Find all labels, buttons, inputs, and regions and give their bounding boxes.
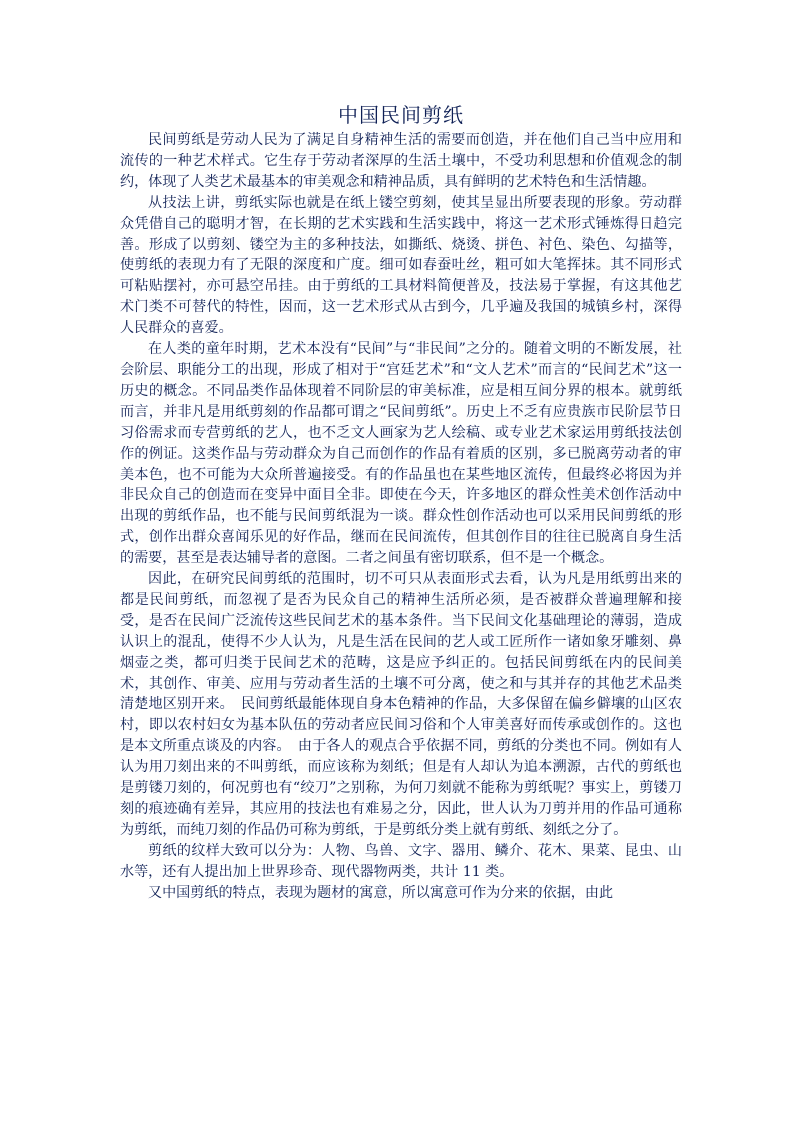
paragraph: 从技法上讲，剪纸实际也就是在纸上镂空剪刻，使其呈显出所要表现的形象。劳动群众凭借自己的聪明才智，在长期的艺术实践和生活实践中，将这一艺术形式锤炼得日趋完善。形成了以剪刻、镂空为主的多种技法，如撕纸、烧烫、拼色、衬色、染色、勾描等，使剪纸的表现力有了无限的深度和广度。细可如春蚕吐丝，粗可如大笔挥抹。其不同形式可粘贴摆衬，亦可悬空吊挂。由于剪纸的工具材料简便普及，技法易于掌握，有这其他艺术门类不可替代的特性，因而，这一艺术形式从古到今，几乎遍及我国的城镇乡村，深得人民群众的喜爱。 — [120, 194, 682, 337]
paragraph: 民间剪纸是劳动人民为了满足自身精神生活的需要而创造，并在他们自己当中应用和流传的一种艺术样式。它生存于劳动者深厚的生活土壤中，不受功利思想和价值观念的制约，体现了人类艺术最基本的审美观念和精神品质，具有鲜明的艺术特色和生活情趣。 — [120, 132, 682, 190]
paragraph: 剪纸的纹样大致可以分为：人物、鸟兽、文字、器用、鳞介、花木、果菜、昆虫、山水等，还有人提出加上世界珍奇、现代器物两类，共计 11 类。 — [120, 842, 682, 880]
document-page — [120, 100, 682, 904]
paragraph: 在人类的童年时期，艺术本没有“民间”与“非民间”之分的。随着文明的不断发展，社会阶层、职能分工的出现，形成了相对于“宫廷艺术”和“文人艺术”而言的“民间艺术”这一历史的概念。不同品类作品体现着不同阶层的审美标准，应是相互间分界的根本。就剪纸而言，并非凡是用纸剪刻的作品都可谓之“民间剪纸”。历史上不乏有应贵族市民阶层节日习俗需求而专营剪纸的艺人，也不乏文人画家为艺人绘稿、或专业艺术家运用剪纸技法创作的例证。这类作品与劳动群众为自己而创作的作品有着质的区别，多已脱离劳动者的审美本色，也不可能为大众所普遍接受。有的作品虽也在某些地区流传，但最终必将因为并非民众自己的创造而在变异中面目全非。即使在今天，许多地区的群众性美术创作活动中出现的剪纸作品，也不能与民间剪纸混为一谈。群众性创作活动也可以采用民间剪纸的形式，创作出群众喜闻乐见的好作品，继而在民间流传，但其创作目的往往已脱离自身生活的需要，甚至是表达辅导者的意图。二者之间虽有密切联系，但不是一个概念。 — [120, 341, 682, 567]
paragraph: 又中国剪纸的特点，表现为题材的寓意，所以寓意可作为分来的依据，由此 — [148, 884, 614, 901]
document-title: 中国民间剪纸 — [338, 103, 464, 127]
paragraph: 因此，在研究民间剪纸的范围时，切不可只从表面形式去看，认为凡是用纸剪出来的都是民间剪纸，而忽视了是否为民众自己的精神生活所必须，是否被群众普遍理解和接受，是否在民间广泛流传这些民间艺术的基本条件。当下民间文化基础理论的薄弱，造成认识上的混乱，使得不少人认为，凡是生活在民间的艺人或工匠所作一诸如象牙雕刻、鼻烟壶之类，都可归类于民间艺术的范畴，这是应予纠正的。包括民间剪纸在内的民间美术，其创作、审美、应用与劳动者生活的土壤不可分离，使之和与其并存的其他艺术品类清楚地区别开来。 民间剪纸最能体现自身本色精神的作品，大多保留在偏乡僻壤的山区农村，即以农村妇女为基本队伍的劳动者应民间习俗和个人审美喜好而传承或创作的。这也是本文所重点谈及的内容。 由于各人的观点合乎依据不同，剪纸的分类也不同。例如有人认为用刀刻出来的不叫剪纸，而应该称为刻纸；但是有人却认为追本溯源，古代的剪纸也是剪镂刀刻的，何况剪也有“绞刀”之别称，为何刀刻就不能称为剪纸呢？事实上，剪镂刀刻的痕迹确有差异，其应用的技法也有难易之分，因此，世人认为刀剪并用的作品可通称为剪纸，而纯刀刻的作品仍可称为剪纸，于是剪纸分类上就有剪纸、刻纸之分了。 — [120, 571, 682, 838]
